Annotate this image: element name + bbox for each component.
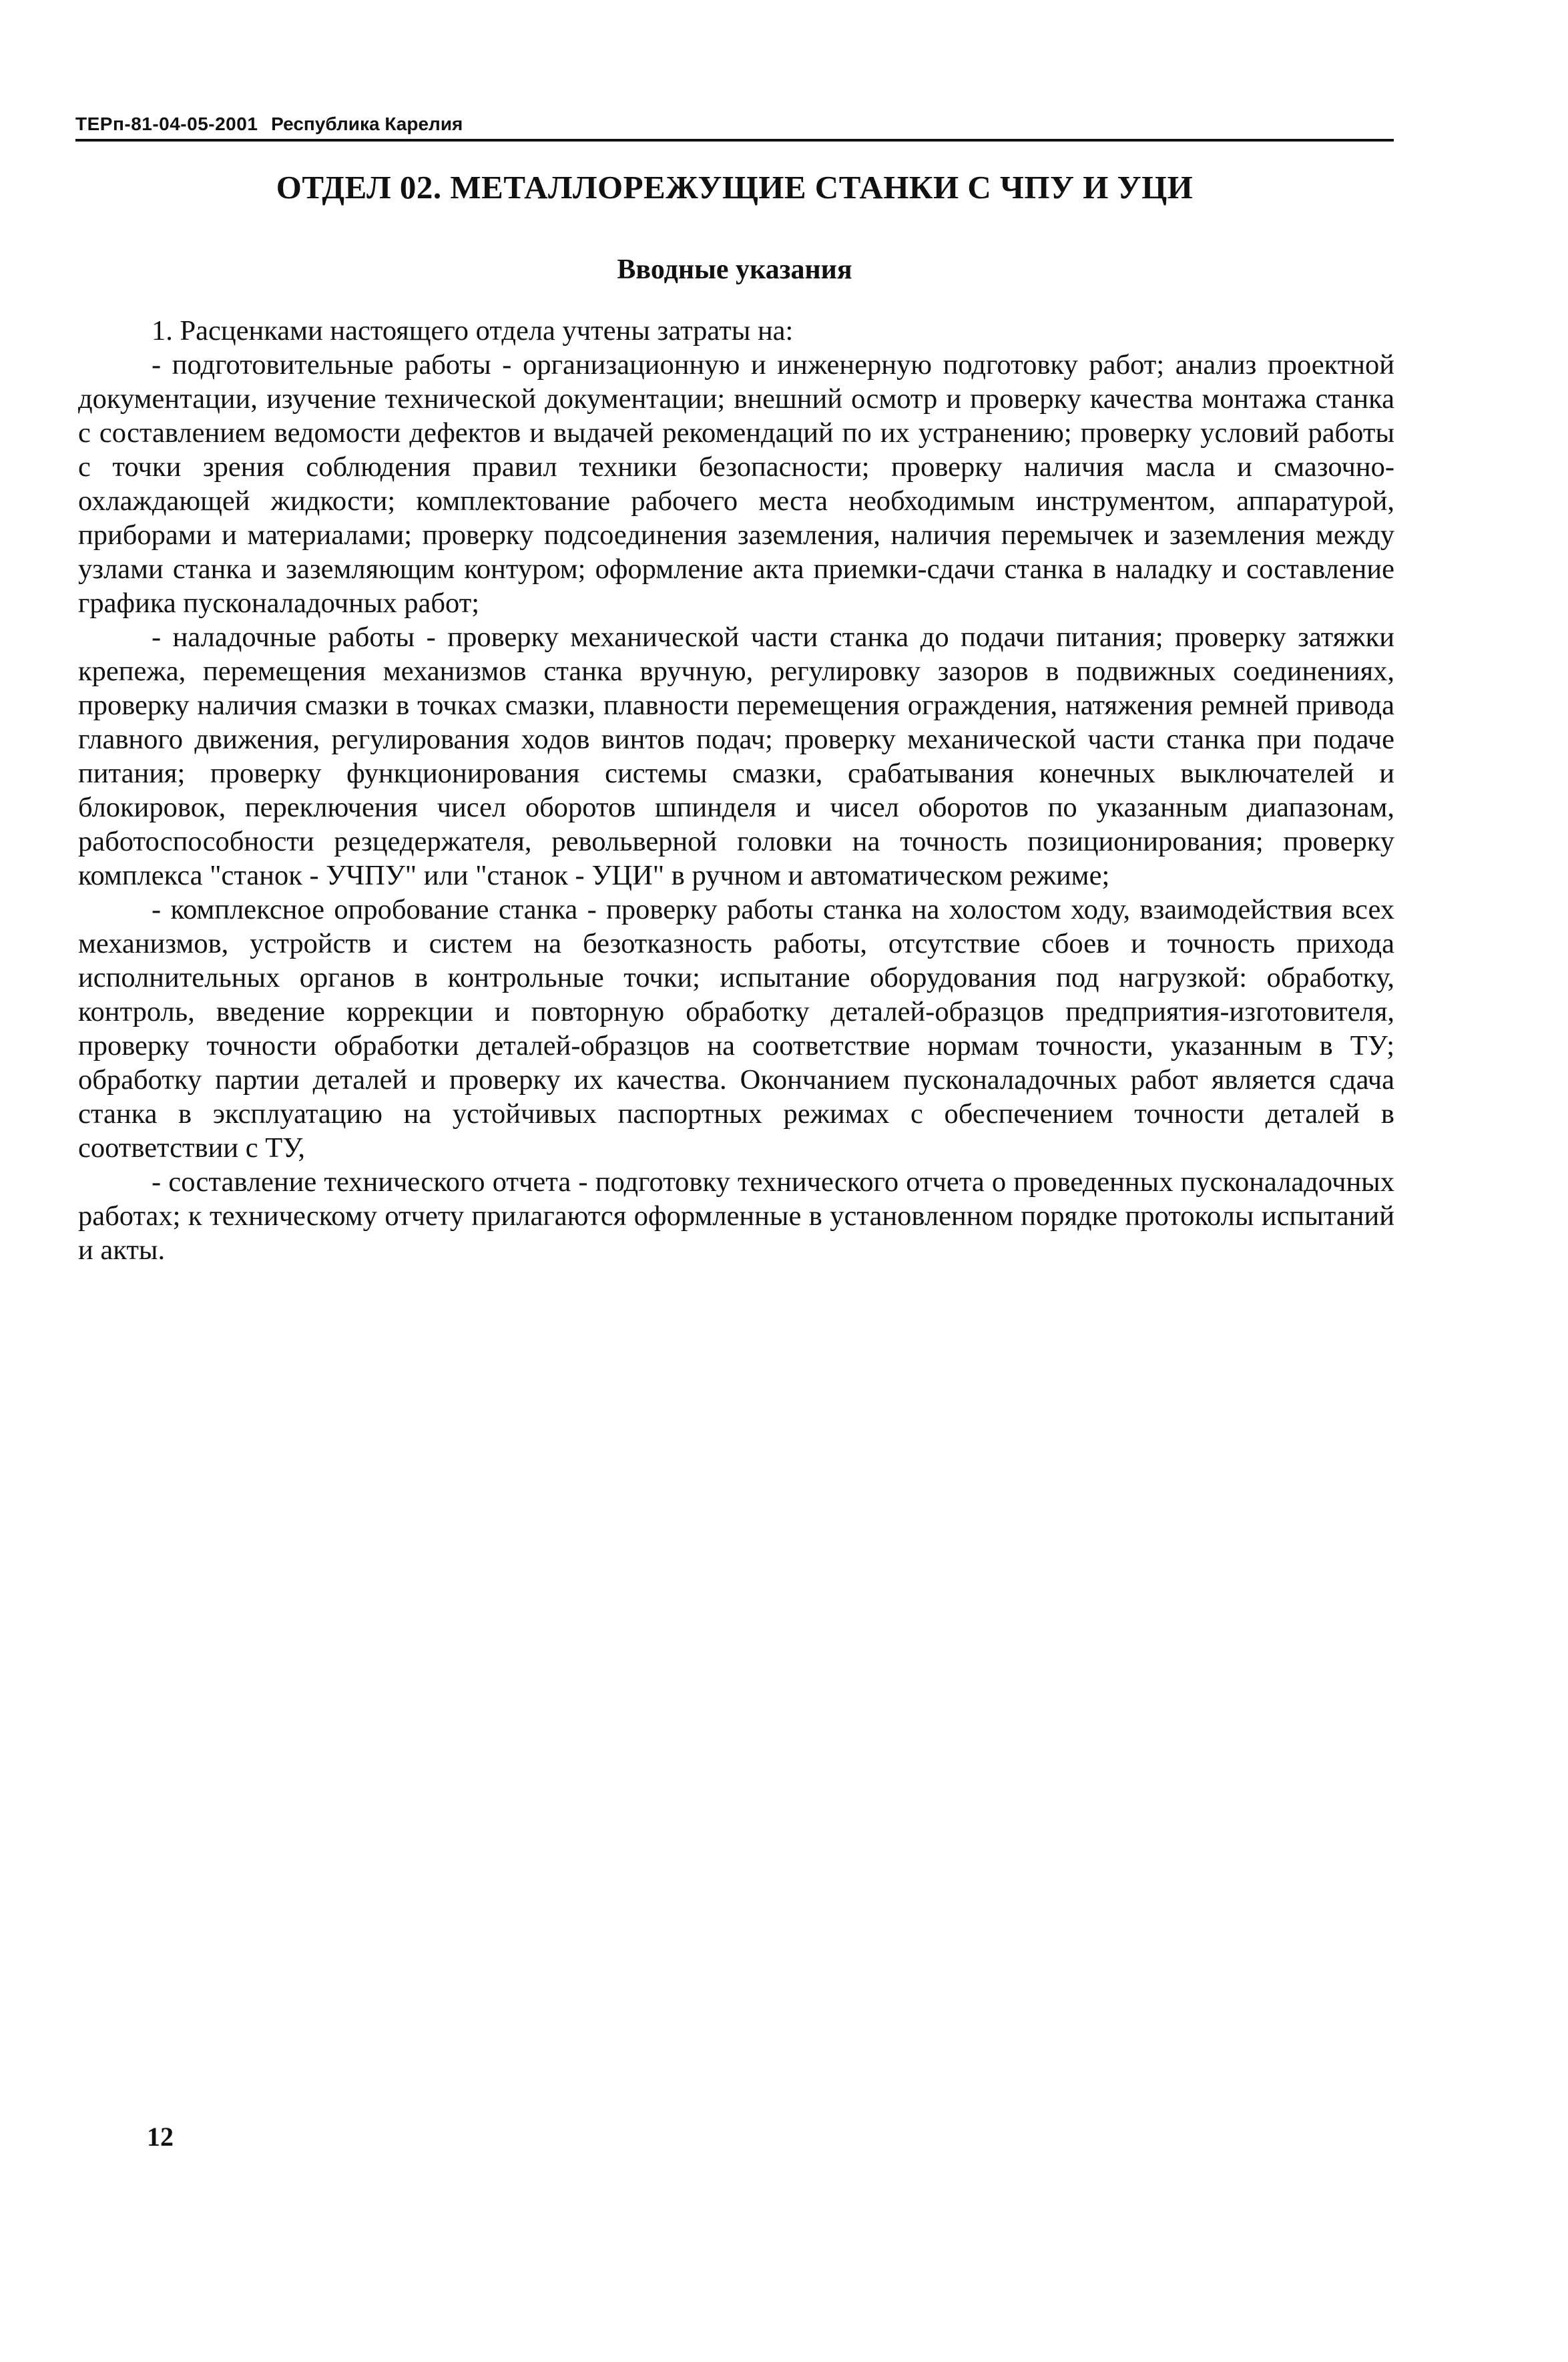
paragraph-preparatory-works: - подготовительные работы - организационную и инженерную подготовку работ; анализ проектной документации, изучение технической документации; внешний осмотр и проверку качества монтажа станка с составлением ведомости дефектов и выдачей рекомендаций по их устранению; проверку условий работы с точки зрения соблюдения правил техники безопасности; проверку наличия масла и смазочно-охлаждающей жидкости; комплектование рабочего места необходимым инструментом, аппаратурой, приборами и материалами; проверку подсоединения заземления, наличия перемычек и заземления между узлами станка и заземляющим контуром; оформление акта приемки-сдачи станка в наладку и составление графика пусконаладочных работ; — [78, 349, 1394, 619]
document-code: ТЕРп-81-04-05-2001 — [75, 113, 258, 134]
body-text — [78, 314, 1394, 1267]
document-region: Республика Карелия — [271, 113, 463, 134]
paragraph-complex-testing: - комплексное опробование станка - проверку работы станка на холостом ходу, взаимодействия всех механизмов, устройств и систем на безотказность работы, отсутствие сбоев и точность прихода исполнительных органов в контрольные точки; испытание оборудования под нагрузкой: обработку, контроль, введение коррекции и повторную обработку деталей-образцов предприятия-изготовителя, проверку точности обработки деталей-образцов на соответствие нормам точности, указанным в ТУ; обработку партии деталей и проверку их качества. Окончанием пусконаладочных работ является сдача станка в эксплуатацию на устойчивых паспортных режимах с обеспечением точности деталей в соответствии с ТУ, — [78, 894, 1394, 1164]
subtitle: Вводные указания — [617, 254, 852, 285]
paragraph-technical-report: - составление технического отчета - подготовку технического отчета о проведенных пусконаладочных работах; к техническому отчету прилагаются оформленные в установленном порядке протоколы испытаний и акты. — [78, 1166, 1394, 1266]
page-header — [75, 113, 1394, 142]
page-number: 12 — [147, 2122, 174, 2152]
paragraph-intro: 1. Расценками настоящего отдела учтены затраты на: — [152, 315, 794, 346]
paragraph-adjustment-works: - наладочные работы - проверку механической части станка до подачи питания; проверку затяжки крепежа, перемещения механизмов станка вручную, регулировку зазоров в подвижных соединениях, проверку наличия смазки в точках смазки, плавности перемещения ограждения, натяжения ремней привода главного движения, регулирования ходов винтов подач; проверку механической части станка при подаче питания; проверку функционирования системы смазки, срабатывания конечных выключателей и блокировок, переключения чисел оборотов шпинделя и чисел оборотов по указанным диапазонам, работоспособности резцедержателя, револьверной головки на точность позиционирования; проверку комплекса "станок - УЧПУ" или "станок - УЦИ" в ручном и автоматическом режиме; — [78, 622, 1394, 891]
section-title: ОТДЕЛ 02. МЕТАЛЛОРЕЖУЩИЕ СТАНКИ С ЧПУ И УЦИ — [276, 169, 1194, 206]
